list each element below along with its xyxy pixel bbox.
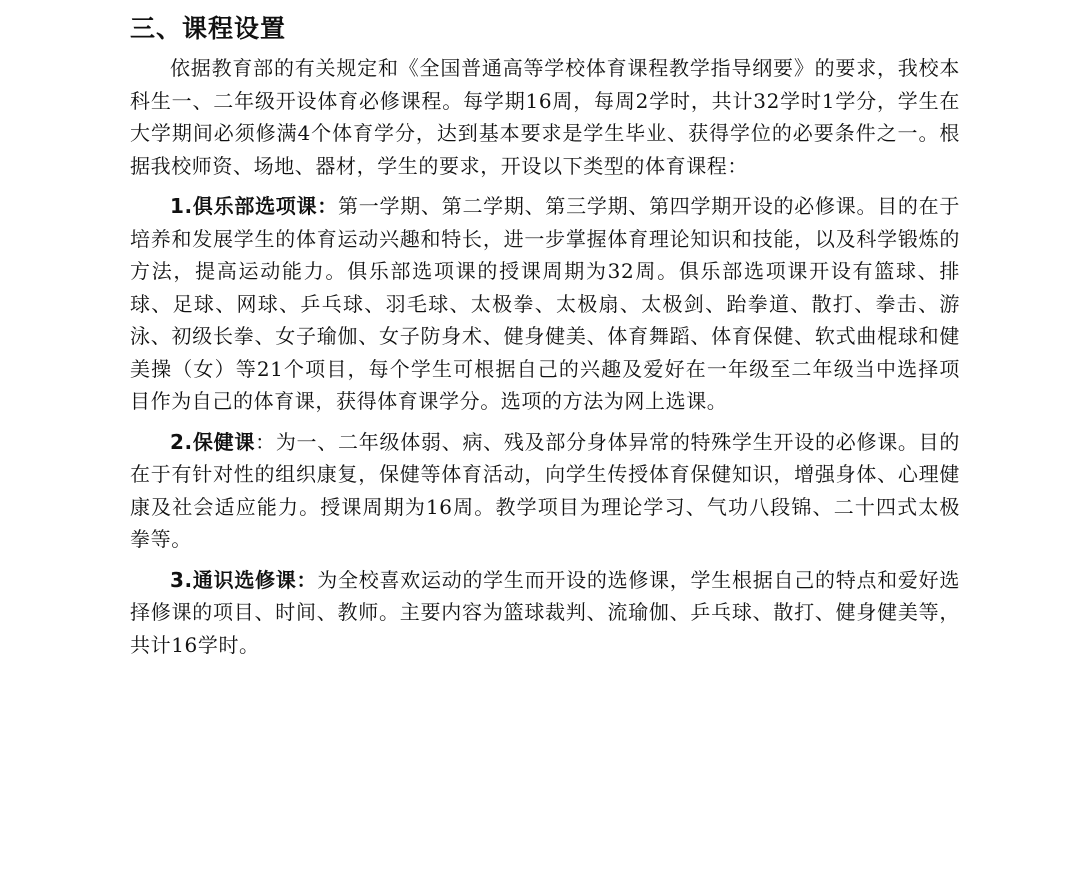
item-body: ：为一、二年级体弱、病、残及部分身体异常的特殊学生开设的必修课。目的在于有针对性的组织康复，保健等体育活动，向学生传授体育保健知识，增强身体、心理健康及社会适应能力。授课周期为16周。教学项目为理论学习、气功八段锦、二十四式太极拳等。 <box>130 429 961 551</box>
item-health-care <box>130 426 960 556</box>
intro-paragraph: 依据教育部的有关规定和《全国普通高等学校体育课程教学指导纲要》的要求，我校本科生一、二年级开设体育必修课程。每学期16周，每周2学时，共计32学时1学分，学生在大学期间必须修满4个体育学分，达到基本要求是学生毕业、获得学位的必要条件之一。根据我校师资、场地、器材，学生的要求，开设以下类型的体育课程： <box>130 56 960 178</box>
item-title: 1.俱乐部选项课： <box>170 194 339 218</box>
item-club-elective <box>130 190 960 418</box>
item-general-elective <box>130 564 960 662</box>
item-body: 为全校喜欢运动的学生而开设的选修课，学生根据自己的特点和爱好选择修课的项目、时间、教师。主要内容为篮球裁判、流瑜伽、乒乓球、散打、健身健美等，共计16学时。 <box>130 567 960 657</box>
section-heading: 三、课程设置 <box>130 14 287 43</box>
item-title: 3.通识选修课： <box>170 567 318 592</box>
item-body: 第一学期、第二学期、第三学期、第四学期开设的必修课。目的在于培养和发展学生的体育运动兴趣和特长，进一步掌握体育理论知识和技能，以及科学锻炼的方法，提高运动能力。俱乐部选项课的授课周期为32周。俱乐部选项课开设有篮球、排球、足球、网球、乒乓球、羽毛球、太极拳、太极扇、太极剑、跆拳道、散打、拳击、游泳、初级长拳、女子瑜伽、女子防身术、健身健美、体育舞蹈、体育保健、软式曲棍球和健美操（女）等21个项目，每个学生可根据自己的兴趣及爱好在一年级至二年级当中选择项目作为自己的体育课，获得体育课学分。选项的方法为网上选课。 <box>130 194 960 413</box>
document-page <box>130 10 960 661</box>
item-title: 2.保健课 <box>170 429 256 454</box>
